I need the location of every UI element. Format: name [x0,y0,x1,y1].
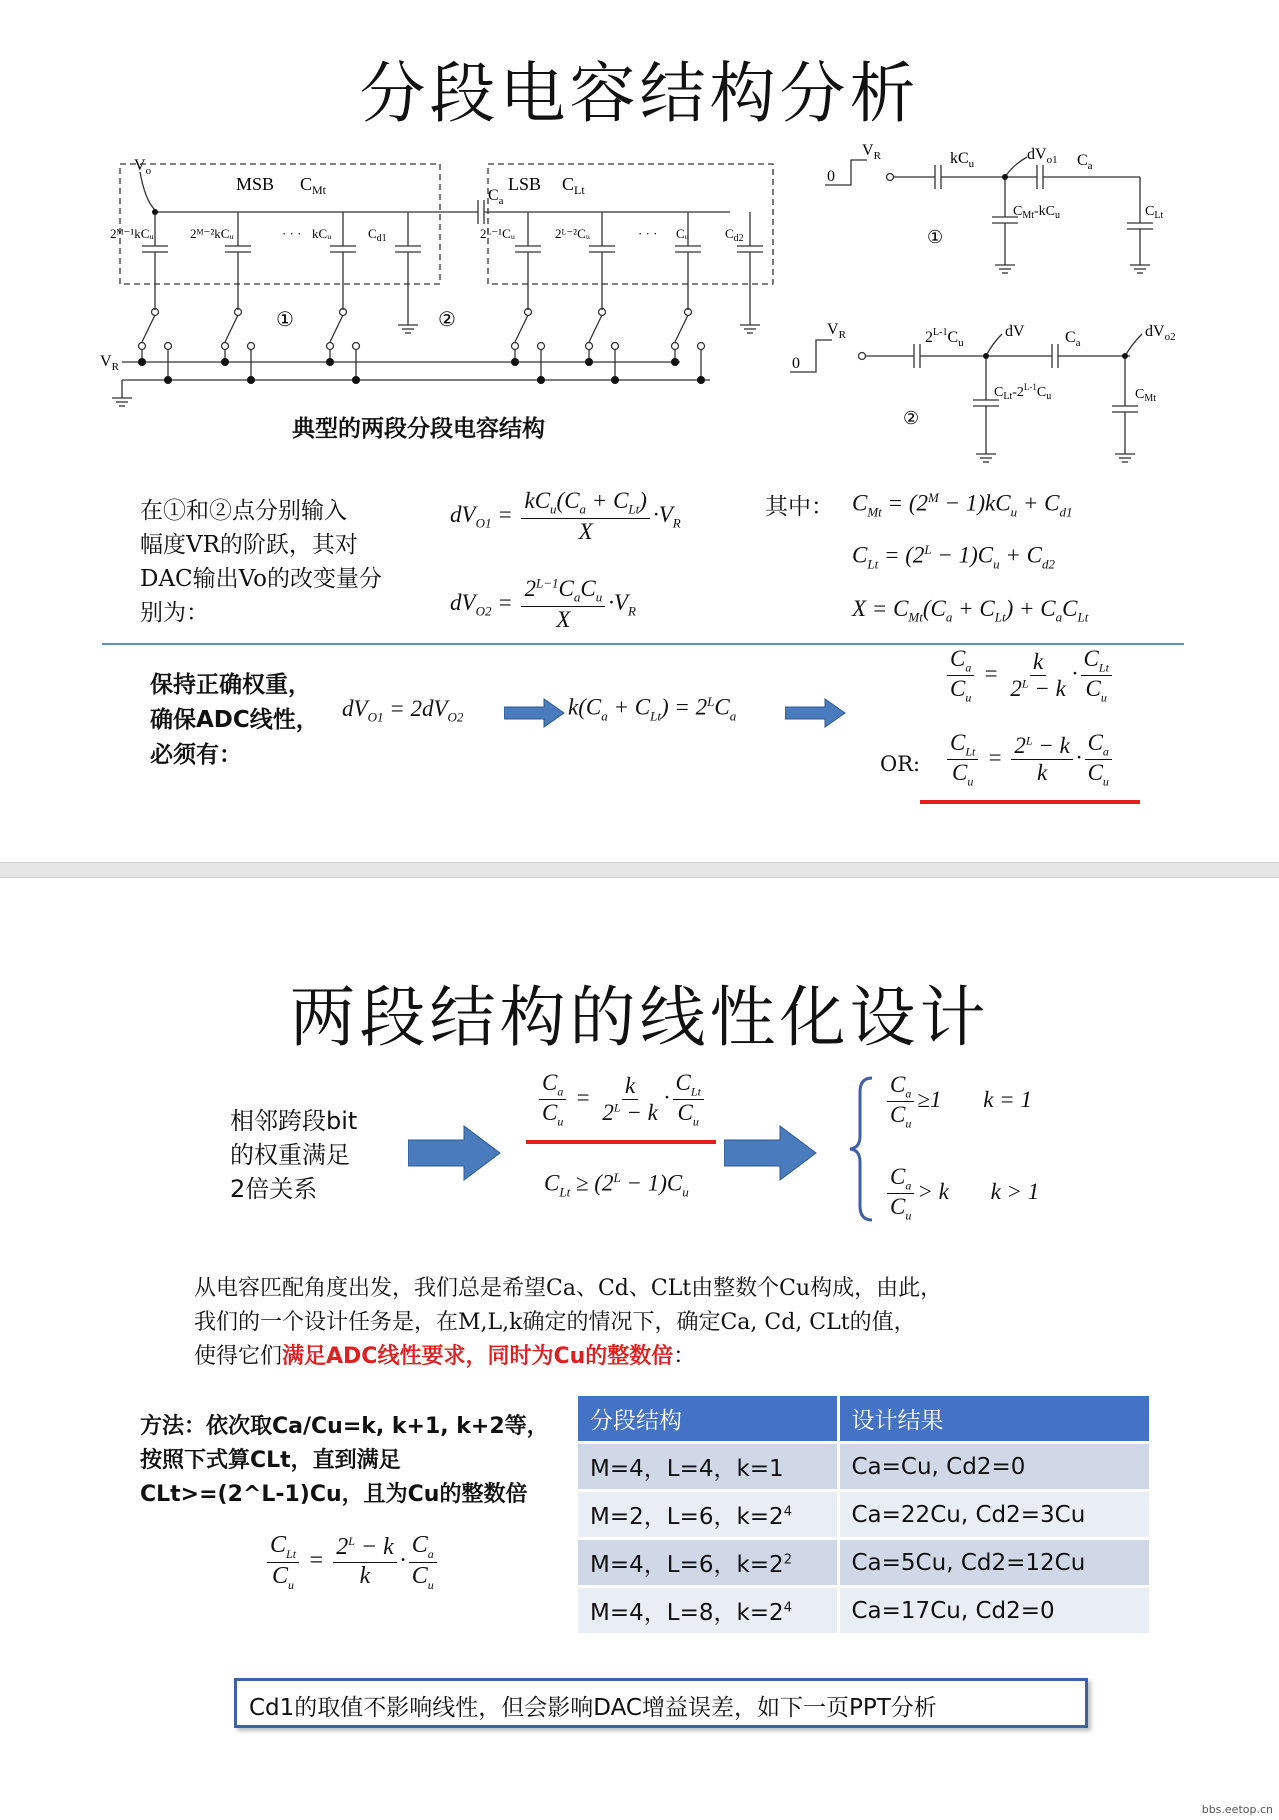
circuit-caption: 典型的两段分段电容结构 [292,416,545,442]
cd2-label: $C_{d2}$ [725,226,744,244]
eq2-zero: 0 [792,355,800,372]
where-label: 其中： [765,494,834,520]
eq1-kcu: $kC_u$ [950,150,975,170]
equation-method: $\frac{C_{Lt}}{C_u}$ = $\frac{2^L - k}{k}$ · $\frac{C_a}{C_u}$ [264,1532,440,1592]
eq2-vr: $V_R$ [827,321,846,341]
arrow-icon [724,1124,820,1182]
case-k-greater-1: $\frac{C_a}{C_u}$ > k k > 1 [884,1164,1039,1224]
two-segment-capacitor-circuit [100,150,790,420]
lsb-dots: · · · [638,226,658,241]
eq1-vr: $V_R$ [862,142,881,162]
msb-cap-1: 2ᴹ⁻¹kCᵤ [110,226,154,241]
node-1-mark: ① [276,309,294,331]
equation-dvo1: $dV_{O1}$ = $\frac{kC_u(C_a + C_{Lt})}{X}$ $\cdot V_R$ [450,488,681,544]
eq2-dv: dV [1005,323,1025,340]
eq1-ca: $C_a$ [1077,152,1093,172]
eq2-cmt: $C_{Mt}$ [1135,387,1157,404]
equation-ratio-main: $\frac{C_a}{C_u}$ = $\frac{k}{2^L - k}$ · $\frac{C_{Lt}}{C_u}$ [536,1070,707,1130]
eq2-dvo2: $dV_{o2}$ [1145,323,1176,343]
eq1-dvo1: $dV_{o1}$ [1027,146,1058,166]
slide-gap [0,862,1279,878]
eq2-clt-shunt: $C_{Lt}-2^{L-1}C_u$ [994,382,1052,402]
eq1-zero: 0 [827,168,835,185]
table-row: M=4，L=6，$k=2^2$ Ca=5Cu, Cd2=12Cu [578,1539,1151,1587]
node-2-mark: ② [438,309,456,331]
msb-cap-2: 2ᴹ⁻²kCᵤ [190,226,234,241]
arrow-icon [785,698,847,728]
case-k-equal-1: $\frac{C_a}{C_u}$ ≥1 k = 1 [884,1072,1032,1132]
equation-ca-ratio: $\frac{C_a}{C_u}$ = $\frac{k}{2^L - k}$ · $\frac{C_{Lt}}{C_u}$ [944,646,1115,706]
section-separator [102,643,1184,645]
eq1-mark: ① [927,227,944,247]
msb-cap-3: kCᵤ [312,226,332,241]
equation-cmt: $C_{Mt} = (2^M - 1)kC_u + C_{d1}$ [852,490,1073,520]
table-row: M=2，L=6，$k=2^4$ Ca=22Cu, Cd2=3Cu [578,1491,1151,1539]
equation-weight: $dV_{O1} = 2dV_{O2}$ [342,696,464,725]
eq2-ca: $C_a$ [1065,329,1081,349]
slide1-title: 分段电容结构分析 [359,55,920,132]
lsb-cap-1: 2ᴸ⁻¹Cᵤ [480,226,516,241]
design-results-table [578,1396,1152,1633]
cd1-label: $C_{d1}$ [368,226,387,244]
or-label: OR: [880,752,921,776]
weight-condition-text: 保持正确权重， 确保ADC线性， 必须有： [150,672,319,768]
arrow-icon [504,698,566,728]
equation-clt: $C_{Lt} = (2^L - 1)C_u + C_{d2}$ [852,542,1056,572]
eq2-cap: $2^{L-1}C_u$ [925,327,964,349]
vr-label: $V_R$ [100,353,119,373]
equation-x: $X = C_{Mt}(C_a + C_{Lt}) + C_aC_{Lt}$ [852,596,1089,625]
lsb-cap-2: 2ᴸ⁻²Cᵤ [555,226,591,241]
slide2-title: 两段结构的线性化设计 [289,979,990,1056]
vo-label: $V_o$ [134,157,152,177]
input-description: 在①和②点分别输入 幅度VR的阶跃，其对 DAC输出Vo的改变量分 别为： [140,498,382,626]
brace-icon [848,1074,878,1224]
eq2-mark: ② [903,408,920,428]
red-requirement-text: 满足ADC线性要求，同时为Cu的整数倍 [282,1344,674,1369]
table-header-result: 设计结果 [838,1396,1151,1443]
design-task-paragraph: 从电容匹配角度出发，我们总是希望Ca、Cd、CLt由整数个Cu构成，由此， 我们的一个设计任务是，在M,L,k确定的情况下，确定Ca, Cd, CLt的值， 使得它们满足ADC线性要求，同时为Cu的整数倍： [194,1276,943,1369]
lsb-cap-3: Cᵤ [676,226,689,241]
eq1-cmt-kcu: $C_{Mt}-kC_u$ [1013,204,1061,221]
msb-label: MSB [236,174,275,194]
watermark: bbs.eetop.cn [1201,1803,1273,1816]
table-row: M=4，L=4，k=1 Ca=Cu, Cd2=0 [578,1443,1151,1491]
table-row: M=4，L=8，$k=2^4$ Ca=17Cu, Cd2=0 [578,1587,1151,1634]
ca-label: $C_a$ [488,187,504,207]
slide-linearization-design [0,878,1279,1806]
adjacent-bit-text: 相邻跨段bit 的权重满足 2倍关系 [230,1107,358,1203]
eq1-clt: $C_{Lt}$ [1145,204,1164,221]
cd1-note-box: Cd1的取值不影响线性，但会影响DAC增益误差，如下一页PPT分析 [234,1678,1088,1728]
slide-segmented-capacitor-analysis [0,0,1279,862]
equivalent-circuit-2 [780,312,1200,472]
arrow-icon [408,1124,504,1182]
clt-label: $C_{Lt}$ [562,174,585,197]
method-text: 方法：依次取Ca/Cu=k, k+1, k+2等， 按照下式算CLt，直到满足 CLt>=(2^L-1)Cu，且为Cu的整数倍 [140,1414,549,1507]
msb-dots: · · · [282,226,302,241]
equation-clt-bound: $C_{Lt} \ge (2^L - 1)C_u$ [544,1170,689,1200]
highlight-underline [920,800,1140,804]
cmt-label: $C_{Mt}$ [300,174,327,197]
highlight-underline [526,1140,716,1144]
equation-k: $k(C_a + C_{Lt}) = 2^LC_a$ [568,694,737,724]
equation-dvo2: $dV_{O2}$ = $\frac{2^{L-1}C_aC_u}{X}$ $\cdot V_R$ [450,575,636,632]
lsb-label: LSB [508,174,542,194]
table-header-structure: 分段结构 [578,1396,838,1443]
equivalent-circuit-1 [815,135,1195,285]
equation-clt-ratio: $\frac{C_{Lt}}{C_u}$ = $\frac{2^L - k}{k}$ · $\frac{C_a}{C_u}$ [944,730,1115,790]
